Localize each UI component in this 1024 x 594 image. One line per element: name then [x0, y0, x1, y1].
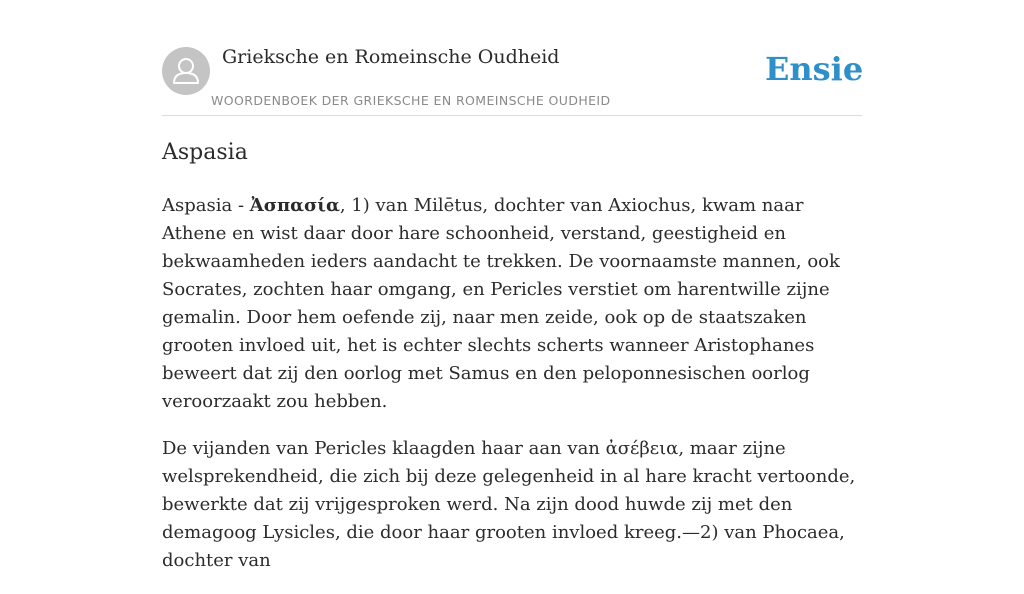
avatar[interactable]	[162, 47, 210, 95]
paragraph-1-lead: Aspasia -	[162, 195, 250, 216]
header-divider	[162, 115, 862, 116]
site-title[interactable]: Grieksche en Romeinsche Oudheid	[222, 46, 560, 68]
brand-logo[interactable]: Ensie	[765, 50, 864, 88]
entry-body	[162, 192, 867, 594]
greek-headword: Ἀσπασία	[249, 195, 340, 216]
paragraph-1	[162, 192, 867, 416]
entry-title: Aspasia	[162, 140, 248, 165]
site-subtitle: WOORDENBOEK DER GRIEKSCHE EN ROMEINSCHE OUDHEID	[211, 93, 611, 108]
paragraph-1-text: , 1) van Milētus, dochter van Axiochus, kwam naar Athene en wist daar door hare schoonheid, verstand, geestigheid en bekwaamheden ieders aandacht te trekken. De voornaamste mannen, ook Socrates, zochten haar omgang, en Pericles verstiet om harentwille zijne gemalin. Door hem oefende zij, naar men zeide, ook op de staatszaken grooten invloed uit, het is echter slechts scherts wanneer Aristophanes beweert dat zij den oorlog met Samus en den peloponnesischen oorlog veroorzaakt zou hebben.	[162, 195, 840, 412]
user-icon	[162, 47, 210, 95]
paragraph-2: De vijanden van Pericles klaagden haar aan van ἀσέβεια, maar zijne welsprekendheid, die zich bij deze gelegenheid in al hare kracht vertoonde, bewerkte dat zij vrijgesproken werd. Na zijn dood huwde zij met den demagoog Lysicles, die door haar grooten invloed kreeg.—2) van Phocaea, dochter van	[162, 438, 856, 571]
